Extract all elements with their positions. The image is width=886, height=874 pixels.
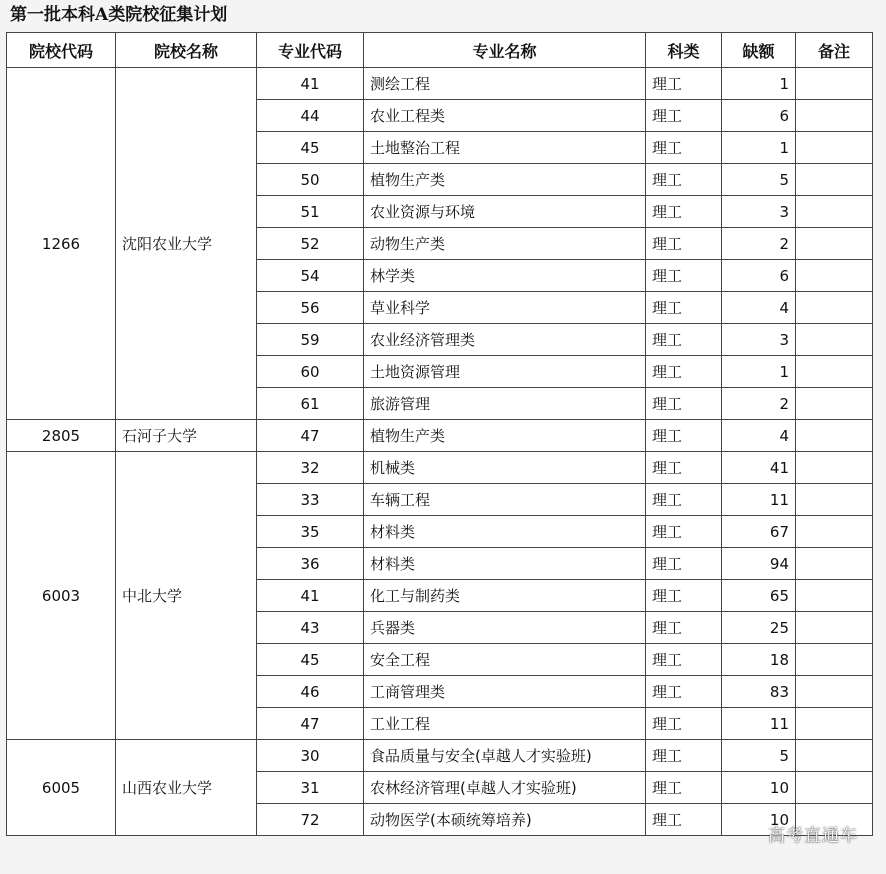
note-cell <box>796 292 873 324</box>
watermark: 高考直通车 <box>768 826 858 846</box>
category-cell: 理工 <box>646 644 722 676</box>
major-code-cell: 52 <box>257 228 364 260</box>
major-name-cell: 农业经济管理类 <box>364 324 646 356</box>
header-note: 备注 <box>796 33 873 68</box>
category-cell: 理工 <box>646 260 722 292</box>
note-cell <box>796 676 873 708</box>
note-cell <box>796 644 873 676</box>
major-name-cell: 材料类 <box>364 516 646 548</box>
major-name-cell: 化工与制药类 <box>364 580 646 612</box>
vacancy-cell: 1 <box>722 68 796 100</box>
note-cell <box>796 612 873 644</box>
school-name-cell: 沈阳农业大学 <box>116 68 257 420</box>
school-code-cell: 2805 <box>7 420 116 452</box>
note-cell <box>796 68 873 100</box>
vacancy-cell: 94 <box>722 548 796 580</box>
category-cell: 理工 <box>646 708 722 740</box>
major-name-cell: 工业工程 <box>364 708 646 740</box>
major-code-cell: 31 <box>257 772 364 804</box>
school-name-cell: 山西农业大学 <box>116 740 257 836</box>
category-cell: 理工 <box>646 484 722 516</box>
major-name-cell: 农业资源与环境 <box>364 196 646 228</box>
major-code-cell: 36 <box>257 548 364 580</box>
major-name-cell: 机械类 <box>364 452 646 484</box>
vacancy-cell: 10 <box>722 772 796 804</box>
vacancy-cell: 67 <box>722 516 796 548</box>
major-code-cell: 47 <box>257 708 364 740</box>
category-cell: 理工 <box>646 676 722 708</box>
note-cell <box>796 260 873 292</box>
category-cell: 理工 <box>646 740 722 772</box>
vacancy-cell: 25 <box>722 612 796 644</box>
table-header-row <box>7 33 873 68</box>
note-cell <box>796 516 873 548</box>
header-school-name: 院校名称 <box>116 33 257 68</box>
note-cell <box>796 356 873 388</box>
major-name-cell: 土地资源管理 <box>364 356 646 388</box>
major-name-cell: 车辆工程 <box>364 484 646 516</box>
vacancy-cell: 10 <box>722 804 796 836</box>
note-cell <box>796 772 873 804</box>
category-cell: 理工 <box>646 324 722 356</box>
note-cell <box>796 420 873 452</box>
vacancy-cell: 18 <box>722 644 796 676</box>
vacancy-cell: 1 <box>722 356 796 388</box>
school-code-cell: 6003 <box>7 452 116 740</box>
vacancy-cell: 65 <box>722 580 796 612</box>
table-row <box>7 740 873 772</box>
note-cell <box>796 132 873 164</box>
major-name-cell: 土地整治工程 <box>364 132 646 164</box>
major-name-cell: 植物生产类 <box>364 164 646 196</box>
category-cell: 理工 <box>646 228 722 260</box>
major-code-cell: 59 <box>257 324 364 356</box>
table-body <box>7 68 873 836</box>
major-code-cell: 41 <box>257 68 364 100</box>
table-row <box>7 452 873 484</box>
major-name-cell: 食品质量与安全(卓越人才实验班) <box>364 740 646 772</box>
major-code-cell: 72 <box>257 804 364 836</box>
major-name-cell: 动物生产类 <box>364 228 646 260</box>
major-name-cell: 林学类 <box>364 260 646 292</box>
major-code-cell: 45 <box>257 644 364 676</box>
major-name-cell: 兵器类 <box>364 612 646 644</box>
enrollment-plan-table <box>6 32 873 836</box>
vacancy-cell: 5 <box>722 164 796 196</box>
school-name-cell: 中北大学 <box>116 452 257 740</box>
header-major-name: 专业名称 <box>364 33 646 68</box>
header-vacancy: 缺额 <box>722 33 796 68</box>
table-row <box>7 420 873 452</box>
school-code-cell: 1266 <box>7 68 116 420</box>
major-code-cell: 35 <box>257 516 364 548</box>
category-cell: 理工 <box>646 548 722 580</box>
vacancy-cell: 6 <box>722 100 796 132</box>
major-name-cell: 材料类 <box>364 548 646 580</box>
vacancy-cell: 11 <box>722 708 796 740</box>
category-cell: 理工 <box>646 356 722 388</box>
category-cell: 理工 <box>646 68 722 100</box>
category-cell: 理工 <box>646 772 722 804</box>
major-code-cell: 60 <box>257 356 364 388</box>
school-name-cell: 石河子大学 <box>116 420 257 452</box>
note-cell <box>796 388 873 420</box>
major-code-cell: 44 <box>257 100 364 132</box>
header-school-code: 院校代码 <box>7 33 116 68</box>
major-name-cell: 工商管理类 <box>364 676 646 708</box>
category-cell: 理工 <box>646 804 722 836</box>
major-name-cell: 测绘工程 <box>364 68 646 100</box>
category-cell: 理工 <box>646 388 722 420</box>
header-major-code: 专业代码 <box>257 33 364 68</box>
category-cell: 理工 <box>646 292 722 324</box>
category-cell: 理工 <box>646 132 722 164</box>
note-cell <box>796 324 873 356</box>
vacancy-cell: 6 <box>722 260 796 292</box>
vacancy-cell: 1 <box>722 132 796 164</box>
major-code-cell: 43 <box>257 612 364 644</box>
note-cell <box>796 580 873 612</box>
note-cell <box>796 740 873 772</box>
major-code-cell: 56 <box>257 292 364 324</box>
major-code-cell: 41 <box>257 580 364 612</box>
major-code-cell: 61 <box>257 388 364 420</box>
category-cell: 理工 <box>646 100 722 132</box>
table-row <box>7 68 873 100</box>
category-cell: 理工 <box>646 612 722 644</box>
vacancy-cell: 83 <box>722 676 796 708</box>
major-code-cell: 47 <box>257 420 364 452</box>
vacancy-cell: 4 <box>722 420 796 452</box>
vacancy-cell: 41 <box>722 452 796 484</box>
major-code-cell: 54 <box>257 260 364 292</box>
vacancy-cell: 4 <box>722 292 796 324</box>
major-name-cell: 动物医学(本硕统筹培养) <box>364 804 646 836</box>
major-name-cell: 农林经济管理(卓越人才实验班) <box>364 772 646 804</box>
major-name-cell: 旅游管理 <box>364 388 646 420</box>
major-code-cell: 46 <box>257 676 364 708</box>
vacancy-cell: 2 <box>722 228 796 260</box>
major-code-cell: 33 <box>257 484 364 516</box>
major-code-cell: 50 <box>257 164 364 196</box>
major-code-cell: 45 <box>257 132 364 164</box>
note-cell <box>796 548 873 580</box>
vacancy-cell: 5 <box>722 740 796 772</box>
note-cell <box>796 164 873 196</box>
category-cell: 理工 <box>646 164 722 196</box>
note-cell <box>796 708 873 740</box>
major-code-cell: 32 <box>257 452 364 484</box>
note-cell <box>796 484 873 516</box>
note-cell <box>796 100 873 132</box>
vacancy-cell: 2 <box>722 388 796 420</box>
major-name-cell: 草业科学 <box>364 292 646 324</box>
school-code-cell: 6005 <box>7 740 116 836</box>
category-cell: 理工 <box>646 196 722 228</box>
page-title: 第一批本科A类院校征集计划 <box>10 5 228 25</box>
vacancy-cell: 3 <box>722 324 796 356</box>
header-category: 科类 <box>646 33 722 68</box>
category-cell: 理工 <box>646 420 722 452</box>
major-code-cell: 51 <box>257 196 364 228</box>
category-cell: 理工 <box>646 516 722 548</box>
major-code-cell: 30 <box>257 740 364 772</box>
major-name-cell: 安全工程 <box>364 644 646 676</box>
vacancy-cell: 3 <box>722 196 796 228</box>
note-cell <box>796 228 873 260</box>
vacancy-cell: 11 <box>722 484 796 516</box>
major-name-cell: 植物生产类 <box>364 420 646 452</box>
category-cell: 理工 <box>646 452 722 484</box>
note-cell <box>796 196 873 228</box>
category-cell: 理工 <box>646 580 722 612</box>
major-name-cell: 农业工程类 <box>364 100 646 132</box>
note-cell <box>796 452 873 484</box>
